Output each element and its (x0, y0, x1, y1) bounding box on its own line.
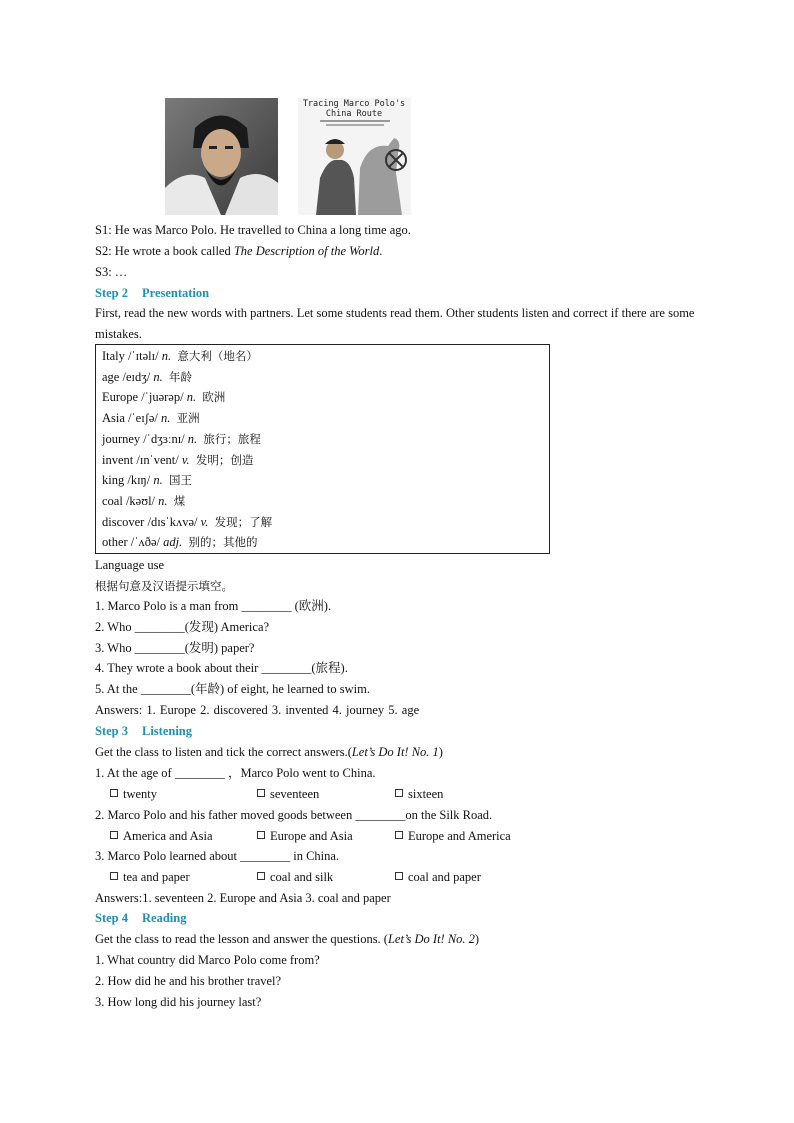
step3-instruction: Get the class to listen and tick the correct answers.(Let’s Do It! No. 1) (95, 745, 443, 759)
vocab-row (102, 452, 253, 468)
vocab-row (102, 431, 261, 447)
vocab-meaning: 发明；创造 (195, 452, 254, 467)
vocab-pos: n. (153, 473, 163, 488)
listening-question: 1. At the age of ________ ，Marco Polo went to China. (95, 766, 376, 780)
checkbox-icon[interactable] (257, 789, 265, 797)
vocab-row (102, 514, 272, 530)
vocab-word: Asia /ˈeɪʃə/ (102, 411, 158, 426)
listening-question: 2. Marco Polo and his father moved goods between ________on the Silk Road. (95, 807, 493, 822)
language-use-item: 4. They wrote a book about their ________(旅程). (95, 661, 348, 676)
vocab-pos: adj. (163, 535, 183, 550)
option-label: sixteen (408, 787, 444, 801)
option-label: seventeen (270, 787, 320, 801)
step3-heading: Step 3 Listening (95, 724, 193, 738)
listening-answers: Answers:1. seventeen 2. Europe and Asia 3. coal and paper (95, 891, 391, 905)
checkbox-icon[interactable] (110, 789, 118, 797)
step4-heading: Step 4 Reading (95, 911, 187, 925)
book-title: Tracing Marco Polo's (302, 99, 406, 109)
option-label: twenty (123, 787, 158, 801)
vocab-word: age /eɪdʒ/ (102, 369, 151, 384)
answer-option[interactable] (395, 869, 481, 885)
vocab-word: discover /dɪsˈkʌvə/ (102, 514, 198, 529)
answer-option[interactable] (110, 828, 213, 844)
checkbox-icon[interactable] (257, 872, 265, 880)
step2-instruction: First, read the new words with partners. Let some students read them. Other students listen and correct if there are some mistakes. (95, 306, 695, 341)
vocab-word: Italy /ˈɪtəlɪ/ (102, 349, 159, 363)
vocab-row (102, 369, 192, 385)
language-use-item: 1. Marco Polo is a man from ________ (欧洲). (95, 599, 332, 613)
vocab-meaning: 欧洲 (202, 390, 226, 405)
vocab-word: king /kɪŋ/ (102, 473, 151, 488)
listening-question: 3. Marco Polo learned about ________ in China. (95, 849, 340, 863)
vocab-meaning: 煤 (173, 493, 186, 508)
vocab-row (102, 348, 258, 364)
svg-text:China Route: China Route (325, 109, 383, 119)
checkbox-icon[interactable] (257, 831, 265, 839)
vocab-meaning: 别的；其他的 (188, 535, 258, 550)
vocab-meaning: 发现；了解 (214, 514, 273, 529)
language-use-instruction: 根据句意及汉语提示填空。 (95, 579, 233, 593)
vocab-pos: v. (200, 514, 209, 529)
answer-option[interactable] (110, 786, 157, 802)
checkbox-icon[interactable] (110, 831, 118, 839)
option-label: coal and silk (270, 870, 334, 884)
vocab-pos: n. (186, 390, 197, 405)
vocab-row (102, 534, 257, 550)
answer-option[interactable] (395, 828, 511, 844)
answer-option[interactable] (257, 828, 353, 844)
checkbox-icon[interactable] (395, 872, 403, 880)
checkbox-icon[interactable] (395, 831, 403, 839)
vocab-pos: n. (187, 431, 198, 446)
vocab-pos: n. (161, 349, 172, 363)
answer-option[interactable] (257, 786, 319, 802)
language-use-item: 3. Who ________(发明) paper? (95, 640, 255, 655)
vocab-pos: n. (153, 369, 163, 384)
vocab-meaning: 意大利（地名） (177, 349, 258, 363)
step4-instruction: Get the class to read the lesson and answer the questions. (Let’s Do It! No. 2) (95, 932, 480, 946)
vocab-row (102, 493, 185, 509)
language-use-answers: Answers: 1. Europe 2. discovered 3. invented 4. journey 5. age (95, 703, 420, 717)
intro-s2: S2: He wrote a book called The Description of the World. (95, 244, 383, 258)
vocabulary-table (95, 344, 550, 554)
option-label: coal and paper (408, 870, 481, 884)
book-cover-image (298, 98, 411, 215)
vocab-row (102, 389, 225, 405)
answer-option[interactable] (395, 786, 443, 802)
language-use-item: 5. At the ________(年龄) of eight, he learned to swim. (95, 682, 370, 697)
language-use-heading: Language use (95, 558, 165, 572)
checkbox-icon[interactable] (110, 872, 118, 880)
reading-question: 1. What country did Marco Polo come from? (95, 953, 320, 967)
vocab-pos: n. (158, 493, 168, 508)
vocab-meaning: 亚洲 (176, 411, 200, 426)
vocab-meaning: 年龄 (169, 369, 192, 384)
option-label: tea and paper (123, 870, 190, 884)
vocab-row (102, 410, 200, 426)
answer-option[interactable] (257, 869, 333, 885)
intro-s3: S3: … (95, 265, 128, 279)
vocab-word: other /ˈʌðə/ (102, 535, 160, 550)
reading-question: 2. How did he and his brother travel? (95, 974, 282, 988)
vocab-word: invent /ɪnˈvent/ (102, 452, 179, 467)
vocab-row (102, 472, 192, 488)
vocab-pos: n. (161, 411, 171, 426)
vocab-meaning: 国王 (168, 473, 192, 488)
marco-polo-portrait (165, 98, 278, 215)
reading-question: 3. How long did his journey last? (95, 995, 262, 1009)
vocab-pos: v. (181, 452, 190, 467)
language-use-item: 2. Who ________(发现) America? (95, 619, 270, 634)
step2-heading: Step 2 Presentation (95, 286, 210, 300)
option-label: America and Asia (123, 828, 213, 843)
option-label: Europe and America (408, 828, 511, 843)
answer-option[interactable] (110, 869, 190, 885)
intro-s1: S1: He was Marco Polo. He travelled to China a long time ago. (95, 223, 411, 237)
option-label: Europe and Asia (270, 828, 353, 843)
vocab-meaning: 旅行；旅程 (203, 431, 261, 446)
vocab-word: journey /ˈdʒɜːnɪ/ (102, 431, 185, 446)
checkbox-icon[interactable] (395, 789, 403, 797)
vocab-word: Europe /ˈjuərəp/ (102, 390, 184, 405)
vocab-word: coal /kəʊl/ (102, 493, 156, 508)
